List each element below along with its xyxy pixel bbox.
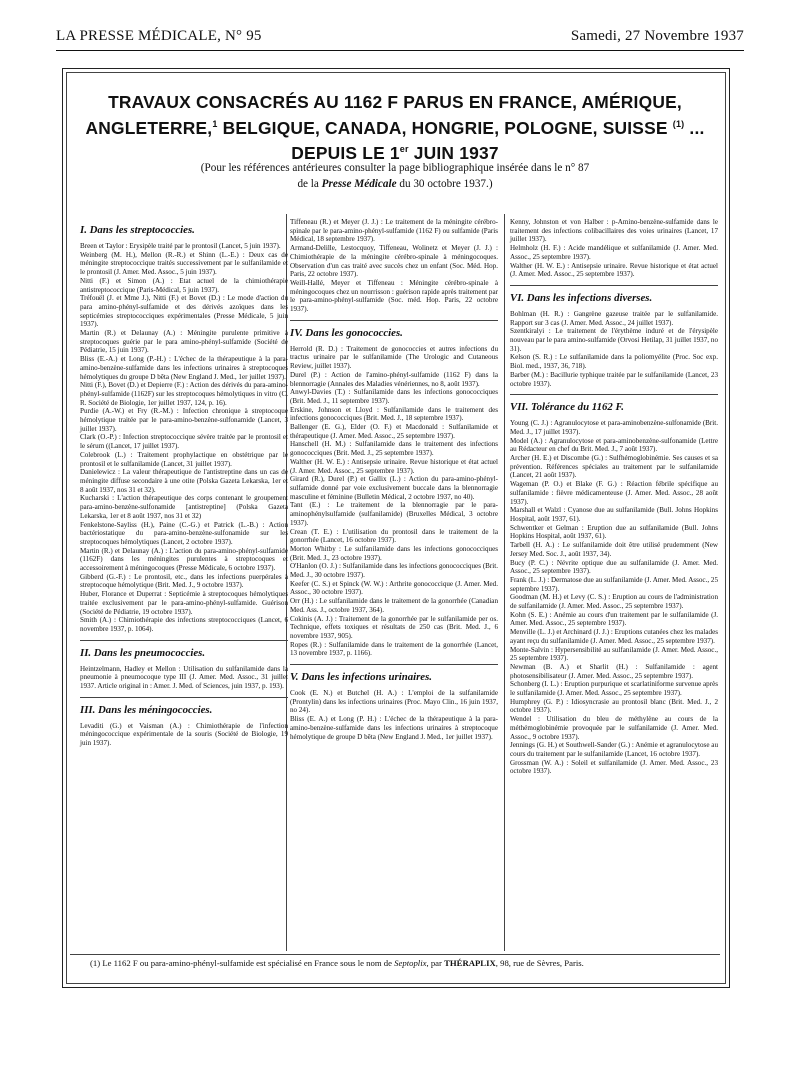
footnote-text-b: , par [426, 958, 445, 968]
footnote-mark: (1) [90, 958, 101, 968]
reference-entry: Purdie (A.-W.) et Fry (R.-M.) : Infection chronique à streptocoque hémolytique traitée par le para-amino-benzène-sulfonamide (Lancet, 3 juillet 1937). [80, 407, 288, 433]
entries-infections-diverses [510, 310, 718, 388]
issue-date: Samedi, 27 Novembre 1937 [570, 28, 744, 44]
reference-entry: Barber (M.) : Bacillurie typhique traitée par le sulfanilamide (Lancet, 23 octobre 1937). [510, 370, 718, 388]
entries-infections-urinaires [290, 689, 498, 741]
reference-entry: Armand-Delille, Lestocquoy, Tiffeneau, Wolinetz et Meyer (J. J.) : Chimiothérapie de la méningite cérébro-spinale à méningocoques. Observation d'un cas traité avec succès chez un enfant (Soc. Méd. Hop. Paris, 22 octobre 1937). [290, 244, 498, 279]
section-heading-gonococcies: IV. Dans les gonococcies. [290, 326, 403, 339]
reference-entry: Hanschell (H. M.) : Sulfanilamide dans le traitement des infections gonococciques (Brit. Med. J., 25 septembre 1937). [290, 440, 498, 458]
reference-entry: Young (C. J.) : Agranulocytose et para-aminobenzène-sulfonamide (Brit. Med. J., 17 juillet 1937). [510, 419, 718, 436]
title-line-3a: DEPUIS LE 1 [291, 142, 400, 163]
reference-entry: Breen et Taylor : Erysipèle traité par le prontosil (Lancet, 5 juin 1937). [80, 242, 281, 250]
entries-pneumococcies [80, 665, 288, 691]
footnote-company: THÉRAPLIX [444, 958, 496, 968]
reference-entry: Anwyl-Davies (T.) : Sulfanilamide dans les infections gonococciques (Brit. Med. J., 11 septembre 1937). [290, 388, 498, 405]
reference-entry: Kucharski : L'action thérapeutique des corps contenant le groupement para-amino-benzène-sulfonamide [antistreptine] (Polska Gazeta Lekarska, 1er et 8 août 1937, nos 31 et 32) [80, 494, 288, 520]
header-rule [56, 50, 744, 51]
section-heading-pneumococcies: II. Dans les pneumococcies. [80, 646, 206, 659]
reference-entry: Bliss (E. A.) et Long (P. H.) : L'échec de la thérapeutique à la para-amino-benzène-sulfamide dans les infections urinaires à streptocoque hémolytique de groupe D bêta (New England J. Med., 1er juillet 1937). [290, 715, 498, 741]
reference-entry: Bohlman (H. R.) : Gangrène gazeuse traitée par le sulfanilamide. Rapport sur 3 cas (J. Amer. Med. Assoc., 24 juillet 1937). [510, 309, 718, 327]
title-mark: 1 [212, 118, 218, 129]
footnote-rule [70, 954, 720, 955]
title-line-3b: JUIN 1937 [408, 142, 499, 163]
reference-entry: Weinberg (M. H.), Mellon (R.-R.) et Shinn (L.-E.) : Deux cas de méningite streptococcique traités successivement par le sulfanilamide et le prontosil (J. Amer. Med. Assoc., 5 juin 1937). [80, 250, 288, 277]
reference-entry: Cokinis (A. J.) : Traitement de la gonorrhée par le sulfanilamide per os. Technique, effets toxiques et résultats de 250 cas (Brit. Med. J., 6 novembre 1937, 905). [290, 614, 498, 640]
reference-entry: Herrold (R. D.) : Traitement de gonococcies et autres infections du tractus urinaire par le sulfanilamide (The Urologic and Cutaneous Review, juillet 1937). [290, 344, 498, 371]
reference-entry: Wendel : Utilisation du bleu de méthylène au cours de la méthémoglobinémie provoquée par le sulfanilamide (J. Amer. Med. Assoc., 9 octobre 1937). [510, 715, 718, 741]
reference-entry: Levaditi (G.) et Vaisman (A.) : Chimiothérapie de l'infection méningococcique expérimentale de la souris (Société de Biologie, 19 juin 1937). [80, 721, 288, 748]
reference-entry: Jennings (G. H.) et Southwell-Sander (G.) : Anémie et agranulocytose au cours du traitement par le sulfanilamide (Lancet, 16 octobre 1937). [510, 741, 718, 758]
entries-tolerance [510, 419, 718, 776]
reference-entry: Marshall et Walzl : Cyanose due au sulfanilamide (Bull. Johns Hopkins Hospital, août 1937, 61). [510, 506, 718, 523]
reference-entry: Archer (H. E.) et Discombe (G.) : Sulfhémoglobinémie. Ses causes et sa prévention. Références spéciales au traitement par le sulfanilamide (Lancet, 21 août 1937). [510, 454, 718, 480]
section-rule [290, 320, 498, 321]
entries-urinaires-cont [510, 218, 718, 279]
section-heading-infections-diverses: VI. Dans les infections diverses. [510, 291, 653, 304]
reference-entry: Fenkelstone-Sayliss (H.), Paine (C.-G.) et Patrick (L.-B.) : Action bactériostatique du para-amino-benzène-sulfonamide sur les streptocoques hémolytiques (Lancet, 2 octobre 1937). [80, 520, 288, 546]
reference-entry: Schonberg (I. L.) : Eruption purpurique et scarlatiniforme survenue après le sulfanilamide (J. Amer. Med. Assoc., 25 septembre 1937). [510, 680, 718, 698]
section-heading-infections-urinaires: V. Dans les infections urinaires. [290, 671, 432, 684]
reference-entry: Kohn (S. E.) : Anémie au cours d'un traitement par le sulfanilamide (J. Amer. Med. Assoc., 25 septembre 1937). [510, 610, 718, 628]
reference-note [70, 160, 720, 192]
reference-entry: O'Hanlon (O. J.) : Sulfanilamide dans les infections gonococciques (Brit. Med. J., 30 octobre 1937). [290, 562, 498, 580]
title-line-2a: ANGLETERRE, [85, 117, 213, 138]
ref-text-a: de la [297, 178, 322, 190]
entries-gonococcies [290, 345, 498, 658]
section-heading-streptococcies: I. Dans les streptococcies. [80, 224, 195, 236]
section-rule [80, 697, 288, 698]
footnote-text-c: , 98, rue de Sèvres, Paris. [495, 958, 584, 968]
reference-entry: Nitti (F.), Bovet (D.) et Depierre (F.) : Action des dérivés du para-amino-phényl-sulfamide (1162F) sur les streptocoques hémolytiques in vitro (C. R. Société de Biologie, 1er juillet 1937, 124, p. 16). [80, 381, 288, 407]
reference-entry: Martin (R.) et Delaunay (A.) : Méningite purulente primitive à streptocoques guérie par le para amino-phényl-sulfamide (Société de Pédiatrie, 15 juin 1937). [80, 329, 288, 355]
reference-entry: Heintzelmann, Hadley et Mellon : Utilisation du sulfanilamide dans la pneumonie à pneumocoque type III (J. Amer. Med. Assoc., 31 juillet 1937. Article original in : Amer. J. Med. of Sciences, juin 1937, p. 193). [80, 664, 288, 691]
column-1 [80, 218, 288, 748]
reference-entry: Morton Whitby : Le sulfanilamide dans les infections gonococciques (Brit. Med. J., 23 octobre 1937). [290, 544, 498, 562]
ref-journal: Presse Médicale [321, 178, 397, 190]
reference-entry: Newman (B. A.) et Sharlit (H.) : Sulfanilamide : agent photosensibilisateur (J. Amer. Med. Assoc., 25 septembre 1937). [510, 662, 718, 680]
journal-name: LA PRESSE MÉDICALE, N° 95 [56, 28, 262, 44]
reference-entry: Crean (T. E.) : L'utilisation du prontosil dans le traitement de la gonorrhée (Lancet, 16 octobre 1937). [290, 527, 498, 545]
reference-entry: Humphrey (G. P.) : Idiosyncrasie au prontosil blanc (Brit. Med. J., 2 octobre 1937). [510, 697, 718, 715]
reference-entry: Model (A.) : Agranulocytose et para-aminobenzène-sulfonamide (Lettre au Rédacteur en chef du Brit. Med. J., 7 août 1937). [510, 436, 718, 454]
reference-entry: Grossman (W. A.) : Soleil et sulfanilamide (J. Amer. Med. Assoc., 23 octobre 1937). [510, 758, 718, 776]
section-heading-meningococcies: III. Dans les méningococcies. [80, 703, 213, 716]
reference-entry: Tréfouël (J. et Mme J.), Nitti (F.) et Bovet (D.) : Le mode d'action du para amino-phényl-sulfamide et des dérivés azoïques dans les septicémies streptococciques expérimentales (Presse Médicale, 5 juin 1937). [80, 294, 288, 329]
running-header [56, 28, 744, 48]
ref-text-b: du 30 octobre 1937.) [396, 178, 493, 190]
reference-entry: Huber, Florance et Duperrat : Septicémie à streptocoques hémolytiques traitée exclusivement par le para-amino-phényl-sulfamide. Guérison (Société de Pédiatrie, 19 octobre 1937). [80, 590, 288, 616]
reference-entry: Walther (H. W. E.) : Antisepsie urinaire. Revue historique et état actuel (J. Amer. Med. Assoc., 25 septembre 1937). [290, 457, 498, 475]
reference-entry: Menville (L. J.) et Archinard (J. J.) : Eruptions cutanées chez les malades ayant reçu du sulfanilamide (J. Amer. Med. Assoc., 25 septembre 1937). [510, 628, 718, 645]
reference-entry: Tant (E.) : Le traitement de la blennorragie par le para-aminophénylsulfamide (sulfanilamide) (Bruxelles Médical, 3 octobre 1937). [290, 501, 498, 527]
entries-meningococcies-cont [290, 218, 498, 314]
entries-meningococcies [80, 722, 288, 748]
reference-entry: Keefer (C. S.) et Spinck (W. W.) : Arthrite gonococcique (J. Amer. Med. Assoc., 30 octobre 1937). [290, 579, 498, 597]
reference-entry: Tarbell (H. A.) : Le sulfanilamide doit être utilisé prudemment (New Jersey Med. Soc. J., août 1937, 34). [510, 541, 718, 558]
reference-note-line-1: (Pour les références antérieures consulter la page bibliographique insérée dans le n° 87 [200, 162, 590, 174]
reference-entry: Kenny, Johnston et von Halber : p-Amino-benzène-sulfamide dans le traitement des infections colibacillaires des voies urinaires (Lancet, 17 juillet 1937). [510, 218, 718, 244]
reference-entry: Weill-Hallé, Meyer et Tiffeneau : Méningite cérébro-spinale à méningocoques chez un nourrisson : guérison rapide après traitement par le para-amino-phényl-sulfamide (Soc. méd. Hop. Paris, 22 octobre 1937). [290, 278, 498, 314]
reference-entry: Wageman (P. O.) et Blake (F. G.) : Réaction fébrile spécifique au sulfanilamide : fièvre médicamenteuse (J. Amer. Med. Assoc., 28 août 1937). [510, 480, 718, 506]
reference-entry: Bliss (E.-A.) et Long (P.-H.) : L'échec de la thérapeutique à la para-amino-benzène-sulfamide dans les infections urinaires à streptocoques hémolytiques du groupe D bêta (New England J. Med., 1er juillet 1937). [80, 355, 288, 381]
reference-entry: Orr (H.) : Le sulfanilamide dans le traitement de la gonorrhée (Canadian Med. Ass. J., octobre 1937, 364). [290, 597, 498, 614]
footnote-brand: Septoplix [394, 958, 427, 968]
reference-entry: Szentkiralyi : Le traitement de l'érythème induré et de l'érysipèle nouveau par le para amino-sulfamide (Orvosi Hetilap, 31 juillet 1937, no 31). [510, 327, 718, 353]
footnote [90, 958, 710, 969]
reference-entry: Ballenger (E. G.), Elder (O. F.) et Macdonald : Sulfanilamide et thérapeutique (J. Amer. Med. Assoc., 25 septembre 1937). [290, 423, 498, 440]
reference-entry: Ropes (R.) : Sulfanilamide dans le traitement de la gonorrhée (Lancet, 13 novembre 1937, p. 1166). [290, 640, 498, 658]
title-line-2c: ... [689, 117, 705, 138]
reference-entry: Erskine, Johnson et Lloyd : Sulfanilamide dans le traitement des infections gonococciques (Brit. Med. J., 18 septembre 1937). [290, 405, 498, 423]
title-note-ref: (1) [672, 118, 685, 129]
title-line-2b: BELGIQUE, CANADA, HONGRIE, POLOGNE, SUISSE [217, 117, 668, 138]
reference-entry: Tiffeneau (R.) et Meyer (J. J.) : Le traitement de la méningite cérébro-spinale par le para-amino-phényl-sulfamide (1162 F) ou sulfamide (Paris Médical, 18 septembre 1937). [290, 218, 498, 244]
footnote-text-a: Le 1162 F ou para-amino-phényl-sulfamide est spécialisé en France sous le nom de [100, 958, 395, 968]
section-rule [510, 285, 718, 286]
column-2 [290, 218, 498, 741]
reference-entry: Bucy (P. C.) : Névrite optique due au sulfanilamide (J. Amer. Med. Assoc., 25 septembre 1937). [510, 558, 718, 576]
title-sup: er [399, 143, 409, 154]
reference-note-line-2 [70, 176, 720, 192]
reference-entry: Danielewicz : La valeur thérapeutique de l'antistreptine dans un cas de méningite diffuse secondaire à une otite (Polska Gazeta Lekarska, 1er et 8 août 1937, nos 31 et 32). [80, 468, 288, 494]
reference-entry: Schwentker et Gelman : Eruption due au sulfanilamide (Bull. Johns Hopkins Hospital, août 1937, 61). [510, 523, 718, 541]
title-line-2 [70, 114, 720, 139]
reference-entry: Girard (R.), Durel (P.) et Gallix (L.) : Action du para-amino-phényl-sulfamide donné par voie exclusivement buccale dans la blennorragie masculine et féminine (Bulletin Médical, 2 octobre 1937, no 40). [290, 475, 498, 501]
reference-entry: Durel (P.) : Action de l'amino-phényl-sulfamide (1162 F) dans la blennorragie (Annales des Maladies vénériennes, no 8, août 1937). [290, 370, 498, 388]
title-line-1: TRAVAUX CONSACRÉS AU 1162 F PARUS EN FRANCE, AMÉRIQUE, [108, 92, 682, 112]
column-divider-2 [504, 214, 505, 951]
entries-streptococcies [80, 242, 288, 634]
column-3 [510, 218, 718, 776]
section-heading-tolerance: VII. Tolérance du 1162 F. [510, 401, 624, 414]
page-title [70, 92, 720, 164]
reference-entry: Nitti (F.) et Simon (A.) : Etat actuel de la chimiothérapie antistreptococcique (Paris-Médical, 5 juin 1937). [80, 276, 288, 294]
reference-entry: Martin (R.) et Delaunay (A.) : L'action du para-amino-phényl-sulfamide (1162F) dans les méningites purulentes à streptocoques et accessoirement à méningocoques (Presse Médicale, 6 octobre 1937). [80, 546, 288, 573]
section-rule [510, 394, 718, 395]
reference-entry: Walther (H. W. E.) : Antisepsie urinaire. Revue historique et état actuel (J. Amer. Med. Assoc., 25 septembre 1937). [510, 261, 718, 279]
reference-entry: Smith (A.) : Chimiothérapie des infections streptococciques (Lancet, 6 novembre 1937, p. 1064). [80, 616, 288, 633]
section-rule [80, 640, 288, 641]
reference-entry: Helmholz (H. F.) : Acide mandélique et sulfanilamide (J. Amer. Med. Assoc., 25 septembre 1937). [510, 244, 718, 261]
reference-entry: Monte-Salvin : Hypersensibilité au sulfanilamide (J. Amer. Med. Assoc., 25 septembre 1937). [510, 645, 718, 663]
reference-entry: Clark (O.-P.) : Infection streptococcique sévère traitée par le prontosil et le sérum ((Lancet, 17 juillet 1937). [80, 433, 288, 451]
reference-entry: Kelson (S. R.) : Le sulfanilamide dans la poliomyélite (Proc. Soc exp. Biol. med., 1937, 36, 718). [510, 353, 718, 371]
reference-entry: Colebrook (L.) : Traitement prophylactique en obstétrique par le prontosil et le sulfanilamide (Lancet, 31 juillet 1937). [80, 450, 288, 468]
reference-entry: Goodman (M. H.) et Levy (C. S.) : Eruption au cours de l'administration de sulfanilamide (J. Amer. Med. Assoc., 25 septembre 1937). [510, 593, 718, 611]
reference-entry: Cook (E. N.) et Butchel (H. A.) : L'emploi de la sulfanilamide (Prontylin) dans les infections urinaires (Proc. Mayo Clin., 16 juin 1937, no 24). [290, 689, 498, 715]
reference-entry: Gibberd (G.-F.) : Le prontosil, etc., dans les infections puerpérales à streptocoque hémolytique (Brit. Med. J., 9 octobre 1937). [80, 572, 288, 590]
reference-entry: Frank (L. J.) : Dermatose due au sulfanilamide (J. Amer. Med. Assoc., 25 septembre 1937). [510, 575, 718, 593]
section-rule [290, 664, 498, 665]
